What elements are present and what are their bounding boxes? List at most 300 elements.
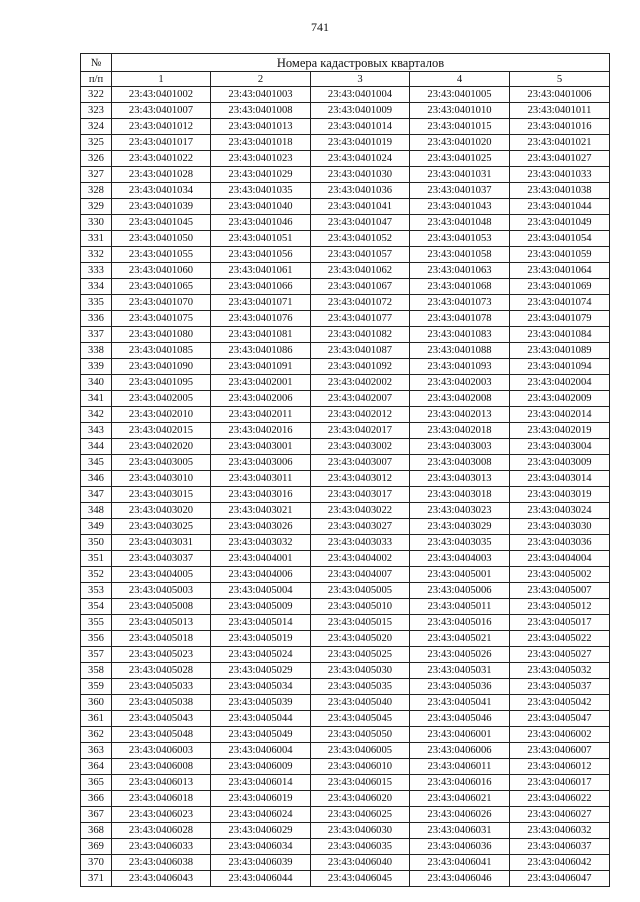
cadastral-number-cell: 23:43:0405048 xyxy=(112,727,211,743)
cadastral-number-cell: 23:43:0401090 xyxy=(112,359,211,375)
cadastral-number-cell: 23:43:0401074 xyxy=(510,295,610,311)
cadastral-number-cell: 23:43:0405019 xyxy=(211,631,311,647)
table-row xyxy=(81,471,610,487)
cadastral-number-cell: 23:43:0401094 xyxy=(510,359,610,375)
table-row xyxy=(81,183,610,199)
table-row xyxy=(81,215,610,231)
column-number-header: 3 xyxy=(311,72,410,87)
cadastral-number-cell: 23:43:0403031 xyxy=(112,535,211,551)
cadastral-number-cell: 23:43:0406039 xyxy=(211,855,311,871)
cadastral-number-cell: 23:43:0401009 xyxy=(311,103,410,119)
cadastral-number-cell: 23:43:0401025 xyxy=(410,151,510,167)
cadastral-number-cell: 23:43:0401018 xyxy=(211,135,311,151)
cadastral-number-cell: 23:43:0401058 xyxy=(410,247,510,263)
cadastral-number-cell: 23:43:0404005 xyxy=(112,567,211,583)
cadastral-number-cell: 23:43:0402011 xyxy=(211,407,311,423)
cadastral-number-cell: 23:43:0406046 xyxy=(410,871,510,887)
cadastral-number-cell: 23:43:0406042 xyxy=(510,855,610,871)
table-header xyxy=(81,54,610,87)
cadastral-number-cell: 23:43:0404004 xyxy=(510,551,610,567)
table-row xyxy=(81,439,610,455)
row-number-cell: 341 xyxy=(81,391,112,407)
cadastral-number-cell: 23:43:0405015 xyxy=(311,615,410,631)
cadastral-number-cell: 23:43:0404006 xyxy=(211,567,311,583)
cadastral-number-cell: 23:43:0401072 xyxy=(311,295,410,311)
cadastral-number-cell: 23:43:0405007 xyxy=(510,583,610,599)
cadastral-number-cell: 23:43:0403035 xyxy=(410,535,510,551)
cadastral-number-cell: 23:43:0404001 xyxy=(211,551,311,567)
cadastral-number-cell: 23:43:0401091 xyxy=(211,359,311,375)
cadastral-number-cell: 23:43:0406041 xyxy=(410,855,510,871)
row-number-cell: 324 xyxy=(81,119,112,135)
cadastral-number-cell: 23:43:0402008 xyxy=(410,391,510,407)
row-number-cell: 340 xyxy=(81,375,112,391)
cadastral-number-cell: 23:43:0402003 xyxy=(410,375,510,391)
table-row xyxy=(81,279,610,295)
cadastral-number-cell: 23:43:0401023 xyxy=(211,151,311,167)
cadastral-number-cell: 23:43:0405043 xyxy=(112,711,211,727)
table-row xyxy=(81,151,610,167)
cadastral-number-cell: 23:43:0406032 xyxy=(510,823,610,839)
cadastral-number-cell: 23:43:0401064 xyxy=(510,263,610,279)
cadastral-number-cell: 23:43:0406017 xyxy=(510,775,610,791)
cadastral-number-cell: 23:43:0403014 xyxy=(510,471,610,487)
cadastral-number-cell: 23:43:0405005 xyxy=(311,583,410,599)
cadastral-number-cell: 23:43:0401014 xyxy=(311,119,410,135)
row-number-cell: 331 xyxy=(81,231,112,247)
cadastral-number-cell: 23:43:0401011 xyxy=(510,103,610,119)
header-row-columns xyxy=(81,72,610,87)
cadastral-number-cell: 23:43:0401007 xyxy=(112,103,211,119)
cadastral-number-cell: 23:43:0403030 xyxy=(510,519,610,535)
table-row xyxy=(81,519,610,535)
cadastral-number-cell: 23:43:0403007 xyxy=(311,455,410,471)
cadastral-number-cell: 23:43:0406023 xyxy=(112,807,211,823)
table-row xyxy=(81,375,610,391)
cadastral-number-cell: 23:43:0406019 xyxy=(211,791,311,807)
table-row xyxy=(81,135,610,151)
cadastral-number-cell: 23:43:0401033 xyxy=(510,167,610,183)
cadastral-number-cell: 23:43:0403027 xyxy=(311,519,410,535)
row-number-cell: 350 xyxy=(81,535,112,551)
row-number-subheader: п/п xyxy=(81,72,112,87)
column-number-header: 4 xyxy=(410,72,510,87)
cadastral-number-cell: 23:43:0406027 xyxy=(510,807,610,823)
table-row xyxy=(81,679,610,695)
cadastral-number-cell: 23:43:0406003 xyxy=(112,743,211,759)
cadastral-number-cell: 23:43:0401046 xyxy=(211,215,311,231)
cadastral-number-cell: 23:43:0406038 xyxy=(112,855,211,871)
table-row xyxy=(81,855,610,871)
cadastral-number-cell: 23:43:0405037 xyxy=(510,679,610,695)
cadastral-number-cell: 23:43:0401080 xyxy=(112,327,211,343)
cadastral-number-cell: 23:43:0401093 xyxy=(410,359,510,375)
table-row xyxy=(81,759,610,775)
cadastral-number-cell: 23:43:0406018 xyxy=(112,791,211,807)
cadastral-number-cell: 23:43:0401050 xyxy=(112,231,211,247)
cadastral-number-cell: 23:43:0405023 xyxy=(112,647,211,663)
cadastral-number-cell: 23:43:0401010 xyxy=(410,103,510,119)
row-number-cell: 351 xyxy=(81,551,112,567)
row-number-cell: 337 xyxy=(81,327,112,343)
row-number-cell: 332 xyxy=(81,247,112,263)
cadastral-number-cell: 23:43:0405036 xyxy=(410,679,510,695)
cadastral-number-cell: 23:43:0401002 xyxy=(112,87,211,103)
cadastral-number-cell: 23:43:0401006 xyxy=(510,87,610,103)
cadastral-number-cell: 23:43:0401068 xyxy=(410,279,510,295)
cadastral-number-cell: 23:43:0401035 xyxy=(211,183,311,199)
cadastral-number-cell: 23:43:0401076 xyxy=(211,311,311,327)
cadastral-number-cell: 23:43:0405044 xyxy=(211,711,311,727)
cadastral-number-cell: 23:43:0405001 xyxy=(410,567,510,583)
row-number-cell: 359 xyxy=(81,679,112,695)
row-number-header: № xyxy=(81,54,112,72)
table-row xyxy=(81,823,610,839)
cadastral-number-cell: 23:43:0401020 xyxy=(410,135,510,151)
cadastral-number-cell: 23:43:0405040 xyxy=(311,695,410,711)
cadastral-number-cell: 23:43:0401049 xyxy=(510,215,610,231)
cadastral-number-cell: 23:43:0405046 xyxy=(410,711,510,727)
table-row xyxy=(81,807,610,823)
table-row xyxy=(81,487,610,503)
cadastral-number-cell: 23:43:0401060 xyxy=(112,263,211,279)
table-row xyxy=(81,391,610,407)
cadastral-number-cell: 23:43:0406040 xyxy=(311,855,410,871)
cadastral-number-cell: 23:43:0401075 xyxy=(112,311,211,327)
cadastral-number-cell: 23:43:0405049 xyxy=(211,727,311,743)
cadastral-number-cell: 23:43:0402020 xyxy=(112,439,211,455)
table-row xyxy=(81,631,610,647)
cadastral-number-cell: 23:43:0405017 xyxy=(510,615,610,631)
cadastral-number-cell: 23:43:0403026 xyxy=(211,519,311,535)
cadastral-number-cell: 23:43:0401056 xyxy=(211,247,311,263)
cadastral-number-cell: 23:43:0401008 xyxy=(211,103,311,119)
row-number-cell: 353 xyxy=(81,583,112,599)
table-row xyxy=(81,615,610,631)
cadastral-number-cell: 23:43:0405022 xyxy=(510,631,610,647)
cadastral-number-cell: 23:43:0405039 xyxy=(211,695,311,711)
cadastral-number-cell: 23:43:0402004 xyxy=(510,375,610,391)
row-number-cell: 342 xyxy=(81,407,112,423)
cadastral-number-cell: 23:43:0402015 xyxy=(112,423,211,439)
row-number-cell: 338 xyxy=(81,343,112,359)
cadastral-number-cell: 23:43:0402007 xyxy=(311,391,410,407)
table-body xyxy=(81,87,610,887)
row-number-cell: 334 xyxy=(81,279,112,295)
cadastral-number-cell: 23:43:0401019 xyxy=(311,135,410,151)
table-row xyxy=(81,663,610,679)
cadastral-number-cell: 23:43:0401029 xyxy=(211,167,311,183)
cadastral-number-cell: 23:43:0406037 xyxy=(510,839,610,855)
cadastral-number-cell: 23:43:0401092 xyxy=(311,359,410,375)
cadastral-number-cell: 23:43:0403033 xyxy=(311,535,410,551)
cadastral-number-cell: 23:43:0401062 xyxy=(311,263,410,279)
cadastral-number-cell: 23:43:0401048 xyxy=(410,215,510,231)
cadastral-number-cell: 23:43:0406002 xyxy=(510,727,610,743)
cadastral-number-cell: 23:43:0406006 xyxy=(410,743,510,759)
table-row xyxy=(81,407,610,423)
row-number-cell: 355 xyxy=(81,615,112,631)
cadastral-number-cell: 23:43:0405024 xyxy=(211,647,311,663)
cadastral-number-cell: 23:43:0403016 xyxy=(211,487,311,503)
cadastral-number-cell: 23:43:0405006 xyxy=(410,583,510,599)
table-row xyxy=(81,199,610,215)
table-row xyxy=(81,327,610,343)
cadastral-number-cell: 23:43:0405034 xyxy=(211,679,311,695)
table-row xyxy=(81,535,610,551)
cadastral-number-cell: 23:43:0401089 xyxy=(510,343,610,359)
cadastral-number-cell: 23:43:0406034 xyxy=(211,839,311,855)
cadastral-number-cell: 23:43:0401079 xyxy=(510,311,610,327)
table-row xyxy=(81,775,610,791)
cadastral-number-cell: 23:43:0402005 xyxy=(112,391,211,407)
row-number-cell: 363 xyxy=(81,743,112,759)
cadastral-number-cell: 23:43:0401043 xyxy=(410,199,510,215)
cadastral-number-cell: 23:43:0406033 xyxy=(112,839,211,855)
cadastral-number-cell: 23:43:0401067 xyxy=(311,279,410,295)
table-row xyxy=(81,167,610,183)
table-row xyxy=(81,359,610,375)
cadastral-number-cell: 23:43:0401022 xyxy=(112,151,211,167)
table-row xyxy=(81,551,610,567)
table-row xyxy=(81,247,610,263)
cadastral-number-cell: 23:43:0401073 xyxy=(410,295,510,311)
cadastral-number-cell: 23:43:0403019 xyxy=(510,487,610,503)
cadastral-number-cell: 23:43:0406015 xyxy=(311,775,410,791)
cadastral-number-cell: 23:43:0405027 xyxy=(510,647,610,663)
cadastral-number-cell: 23:43:0406020 xyxy=(311,791,410,807)
row-number-cell: 357 xyxy=(81,647,112,663)
table-row xyxy=(81,503,610,519)
row-number-cell: 336 xyxy=(81,311,112,327)
cadastral-quarters-table xyxy=(80,53,610,887)
cadastral-number-cell: 23:43:0403015 xyxy=(112,487,211,503)
cadastral-number-cell: 23:43:0405016 xyxy=(410,615,510,631)
table-row xyxy=(81,839,610,855)
cadastral-number-cell: 23:43:0406009 xyxy=(211,759,311,775)
cadastral-number-cell: 23:43:0405008 xyxy=(112,599,211,615)
column-number-header: 2 xyxy=(211,72,311,87)
cadastral-number-cell: 23:43:0406013 xyxy=(112,775,211,791)
row-number-cell: 366 xyxy=(81,791,112,807)
cadastral-number-cell: 23:43:0405025 xyxy=(311,647,410,663)
cadastral-number-cell: 23:43:0401027 xyxy=(510,151,610,167)
table-row xyxy=(81,423,610,439)
cadastral-number-cell: 23:43:0403017 xyxy=(311,487,410,503)
cadastral-number-cell: 23:43:0405047 xyxy=(510,711,610,727)
cadastral-number-cell: 23:43:0401015 xyxy=(410,119,510,135)
header-row-title xyxy=(81,54,610,72)
column-number-header: 1 xyxy=(112,72,211,87)
cadastral-number-cell: 23:43:0402017 xyxy=(311,423,410,439)
cadastral-number-cell: 23:43:0401040 xyxy=(211,199,311,215)
cadastral-number-cell: 23:43:0406044 xyxy=(211,871,311,887)
row-number-cell: 322 xyxy=(81,87,112,103)
table-row xyxy=(81,343,610,359)
table-row xyxy=(81,455,610,471)
cadastral-number-cell: 23:43:0401004 xyxy=(311,87,410,103)
cadastral-number-cell: 23:43:0402009 xyxy=(510,391,610,407)
row-number-cell: 347 xyxy=(81,487,112,503)
cadastral-number-cell: 23:43:0403005 xyxy=(112,455,211,471)
row-number-cell: 327 xyxy=(81,167,112,183)
table-row xyxy=(81,743,610,759)
cadastral-number-cell: 23:43:0403003 xyxy=(410,439,510,455)
cadastral-number-cell: 23:43:0402001 xyxy=(211,375,311,391)
cadastral-number-cell: 23:43:0405029 xyxy=(211,663,311,679)
cadastral-number-cell: 23:43:0406008 xyxy=(112,759,211,775)
cadastral-number-cell: 23:43:0403032 xyxy=(211,535,311,551)
cadastral-number-cell: 23:43:0403024 xyxy=(510,503,610,519)
cadastral-number-cell: 23:43:0401055 xyxy=(112,247,211,263)
table-row xyxy=(81,695,610,711)
table-row xyxy=(81,119,610,135)
row-number-cell: 333 xyxy=(81,263,112,279)
cadastral-number-cell: 23:43:0405035 xyxy=(311,679,410,695)
cadastral-number-cell: 23:43:0406007 xyxy=(510,743,610,759)
cadastral-number-cell: 23:43:0405004 xyxy=(211,583,311,599)
cadastral-number-cell: 23:43:0401084 xyxy=(510,327,610,343)
cadastral-number-cell: 23:43:0401087 xyxy=(311,343,410,359)
cadastral-number-cell: 23:43:0401052 xyxy=(311,231,410,247)
cadastral-number-cell: 23:43:0402006 xyxy=(211,391,311,407)
cadastral-number-cell: 23:43:0403020 xyxy=(112,503,211,519)
row-number-cell: 343 xyxy=(81,423,112,439)
table-row xyxy=(81,103,610,119)
cadastral-number-cell: 23:43:0405012 xyxy=(510,599,610,615)
cadastral-number-cell: 23:43:0405014 xyxy=(211,615,311,631)
cadastral-number-cell: 23:43:0401021 xyxy=(510,135,610,151)
row-number-cell: 362 xyxy=(81,727,112,743)
row-number-cell: 330 xyxy=(81,215,112,231)
cadastral-number-cell: 23:43:0403022 xyxy=(311,503,410,519)
cadastral-number-cell: 23:43:0401038 xyxy=(510,183,610,199)
row-number-cell: 323 xyxy=(81,103,112,119)
row-number-cell: 358 xyxy=(81,663,112,679)
cadastral-number-cell: 23:43:0402010 xyxy=(112,407,211,423)
cadastral-number-cell: 23:43:0406031 xyxy=(410,823,510,839)
cadastral-number-cell: 23:43:0401037 xyxy=(410,183,510,199)
row-number-cell: 370 xyxy=(81,855,112,871)
cadastral-number-cell: 23:43:0402013 xyxy=(410,407,510,423)
row-number-cell: 365 xyxy=(81,775,112,791)
cadastral-number-cell: 23:43:0405021 xyxy=(410,631,510,647)
cadastral-number-cell: 23:43:0406014 xyxy=(211,775,311,791)
cadastral-number-cell: 23:43:0401013 xyxy=(211,119,311,135)
row-number-cell: 348 xyxy=(81,503,112,519)
column-number-header: 5 xyxy=(510,72,610,87)
cadastral-number-cell: 23:43:0405028 xyxy=(112,663,211,679)
cadastral-number-cell: 23:43:0401003 xyxy=(211,87,311,103)
cadastral-number-cell: 23:43:0403006 xyxy=(211,455,311,471)
cadastral-number-cell: 23:43:0405030 xyxy=(311,663,410,679)
cadastral-number-cell: 23:43:0401078 xyxy=(410,311,510,327)
row-number-cell: 354 xyxy=(81,599,112,615)
cadastral-number-cell: 23:43:0401066 xyxy=(211,279,311,295)
cadastral-number-cell: 23:43:0406047 xyxy=(510,871,610,887)
page-number: 741 xyxy=(311,20,329,34)
cadastral-number-cell: 23:43:0406025 xyxy=(311,807,410,823)
row-number-cell: 364 xyxy=(81,759,112,775)
cadastral-number-cell: 23:43:0406026 xyxy=(410,807,510,823)
row-number-cell: 339 xyxy=(81,359,112,375)
cadastral-number-cell: 23:43:0405003 xyxy=(112,583,211,599)
cadastral-number-cell: 23:43:0406045 xyxy=(311,871,410,887)
cadastral-number-cell: 23:43:0405026 xyxy=(410,647,510,663)
row-number-cell: 325 xyxy=(81,135,112,151)
cadastral-number-cell: 23:43:0401071 xyxy=(211,295,311,311)
row-number-cell: 361 xyxy=(81,711,112,727)
table-row xyxy=(81,87,610,103)
cadastral-number-cell: 23:43:0401054 xyxy=(510,231,610,247)
cadastral-number-cell: 23:43:0403001 xyxy=(211,439,311,455)
cadastral-number-cell: 23:43:0405020 xyxy=(311,631,410,647)
row-number-cell: 349 xyxy=(81,519,112,535)
table-row xyxy=(81,231,610,247)
cadastral-number-cell: 23:43:0403023 xyxy=(410,503,510,519)
cadastral-number-cell: 23:43:0401082 xyxy=(311,327,410,343)
cadastral-number-cell: 23:43:0401047 xyxy=(311,215,410,231)
cadastral-number-cell: 23:43:0403004 xyxy=(510,439,610,455)
cadastral-number-cell: 23:43:0401086 xyxy=(211,343,311,359)
cadastral-number-cell: 23:43:0402002 xyxy=(311,375,410,391)
cadastral-number-cell: 23:43:0406016 xyxy=(410,775,510,791)
cadastral-number-cell: 23:43:0403021 xyxy=(211,503,311,519)
cadastral-number-cell: 23:43:0401069 xyxy=(510,279,610,295)
cadastral-number-cell: 23:43:0403018 xyxy=(410,487,510,503)
cadastral-number-cell: 23:43:0401083 xyxy=(410,327,510,343)
cadastral-number-cell: 23:43:0406012 xyxy=(510,759,610,775)
cadastral-number-cell: 23:43:0406005 xyxy=(311,743,410,759)
cadastral-number-cell: 23:43:0401065 xyxy=(112,279,211,295)
cadastral-number-cell: 23:43:0403008 xyxy=(410,455,510,471)
cadastral-number-cell: 23:43:0402012 xyxy=(311,407,410,423)
row-number-cell: 346 xyxy=(81,471,112,487)
cadastral-number-cell: 23:43:0403011 xyxy=(211,471,311,487)
cadastral-number-cell: 23:43:0405042 xyxy=(510,695,610,711)
table-row xyxy=(81,727,610,743)
cadastral-number-cell: 23:43:0406024 xyxy=(211,807,311,823)
cadastral-number-cell: 23:43:0406004 xyxy=(211,743,311,759)
cadastral-number-cell: 23:43:0404007 xyxy=(311,567,410,583)
cadastral-number-cell: 23:43:0401017 xyxy=(112,135,211,151)
table-row xyxy=(81,295,610,311)
cadastral-number-cell: 23:43:0405010 xyxy=(311,599,410,615)
cadastral-number-cell: 23:43:0401030 xyxy=(311,167,410,183)
table-row xyxy=(81,711,610,727)
row-number-cell: 356 xyxy=(81,631,112,647)
cadastral-number-cell: 23:43:0401070 xyxy=(112,295,211,311)
cadastral-number-cell: 23:43:0406022 xyxy=(510,791,610,807)
cadastral-number-cell: 23:43:0405002 xyxy=(510,567,610,583)
row-number-cell: 352 xyxy=(81,567,112,583)
table-row xyxy=(81,263,610,279)
cadastral-number-cell: 23:43:0401028 xyxy=(112,167,211,183)
cadastral-number-cell: 23:43:0401061 xyxy=(211,263,311,279)
cadastral-number-cell: 23:43:0402019 xyxy=(510,423,610,439)
cadastral-number-cell: 23:43:0405041 xyxy=(410,695,510,711)
cadastral-number-cell: 23:43:0401045 xyxy=(112,215,211,231)
table-row xyxy=(81,567,610,583)
cadastral-number-cell: 23:43:0406028 xyxy=(112,823,211,839)
cadastral-number-cell: 23:43:0405032 xyxy=(510,663,610,679)
cadastral-number-cell: 23:43:0406030 xyxy=(311,823,410,839)
row-number-cell: 329 xyxy=(81,199,112,215)
cadastral-number-cell: 23:43:0403037 xyxy=(112,551,211,567)
cadastral-number-cell: 23:43:0406036 xyxy=(410,839,510,855)
cadastral-number-cell: 23:43:0401077 xyxy=(311,311,410,327)
cadastral-number-cell: 23:43:0403013 xyxy=(410,471,510,487)
